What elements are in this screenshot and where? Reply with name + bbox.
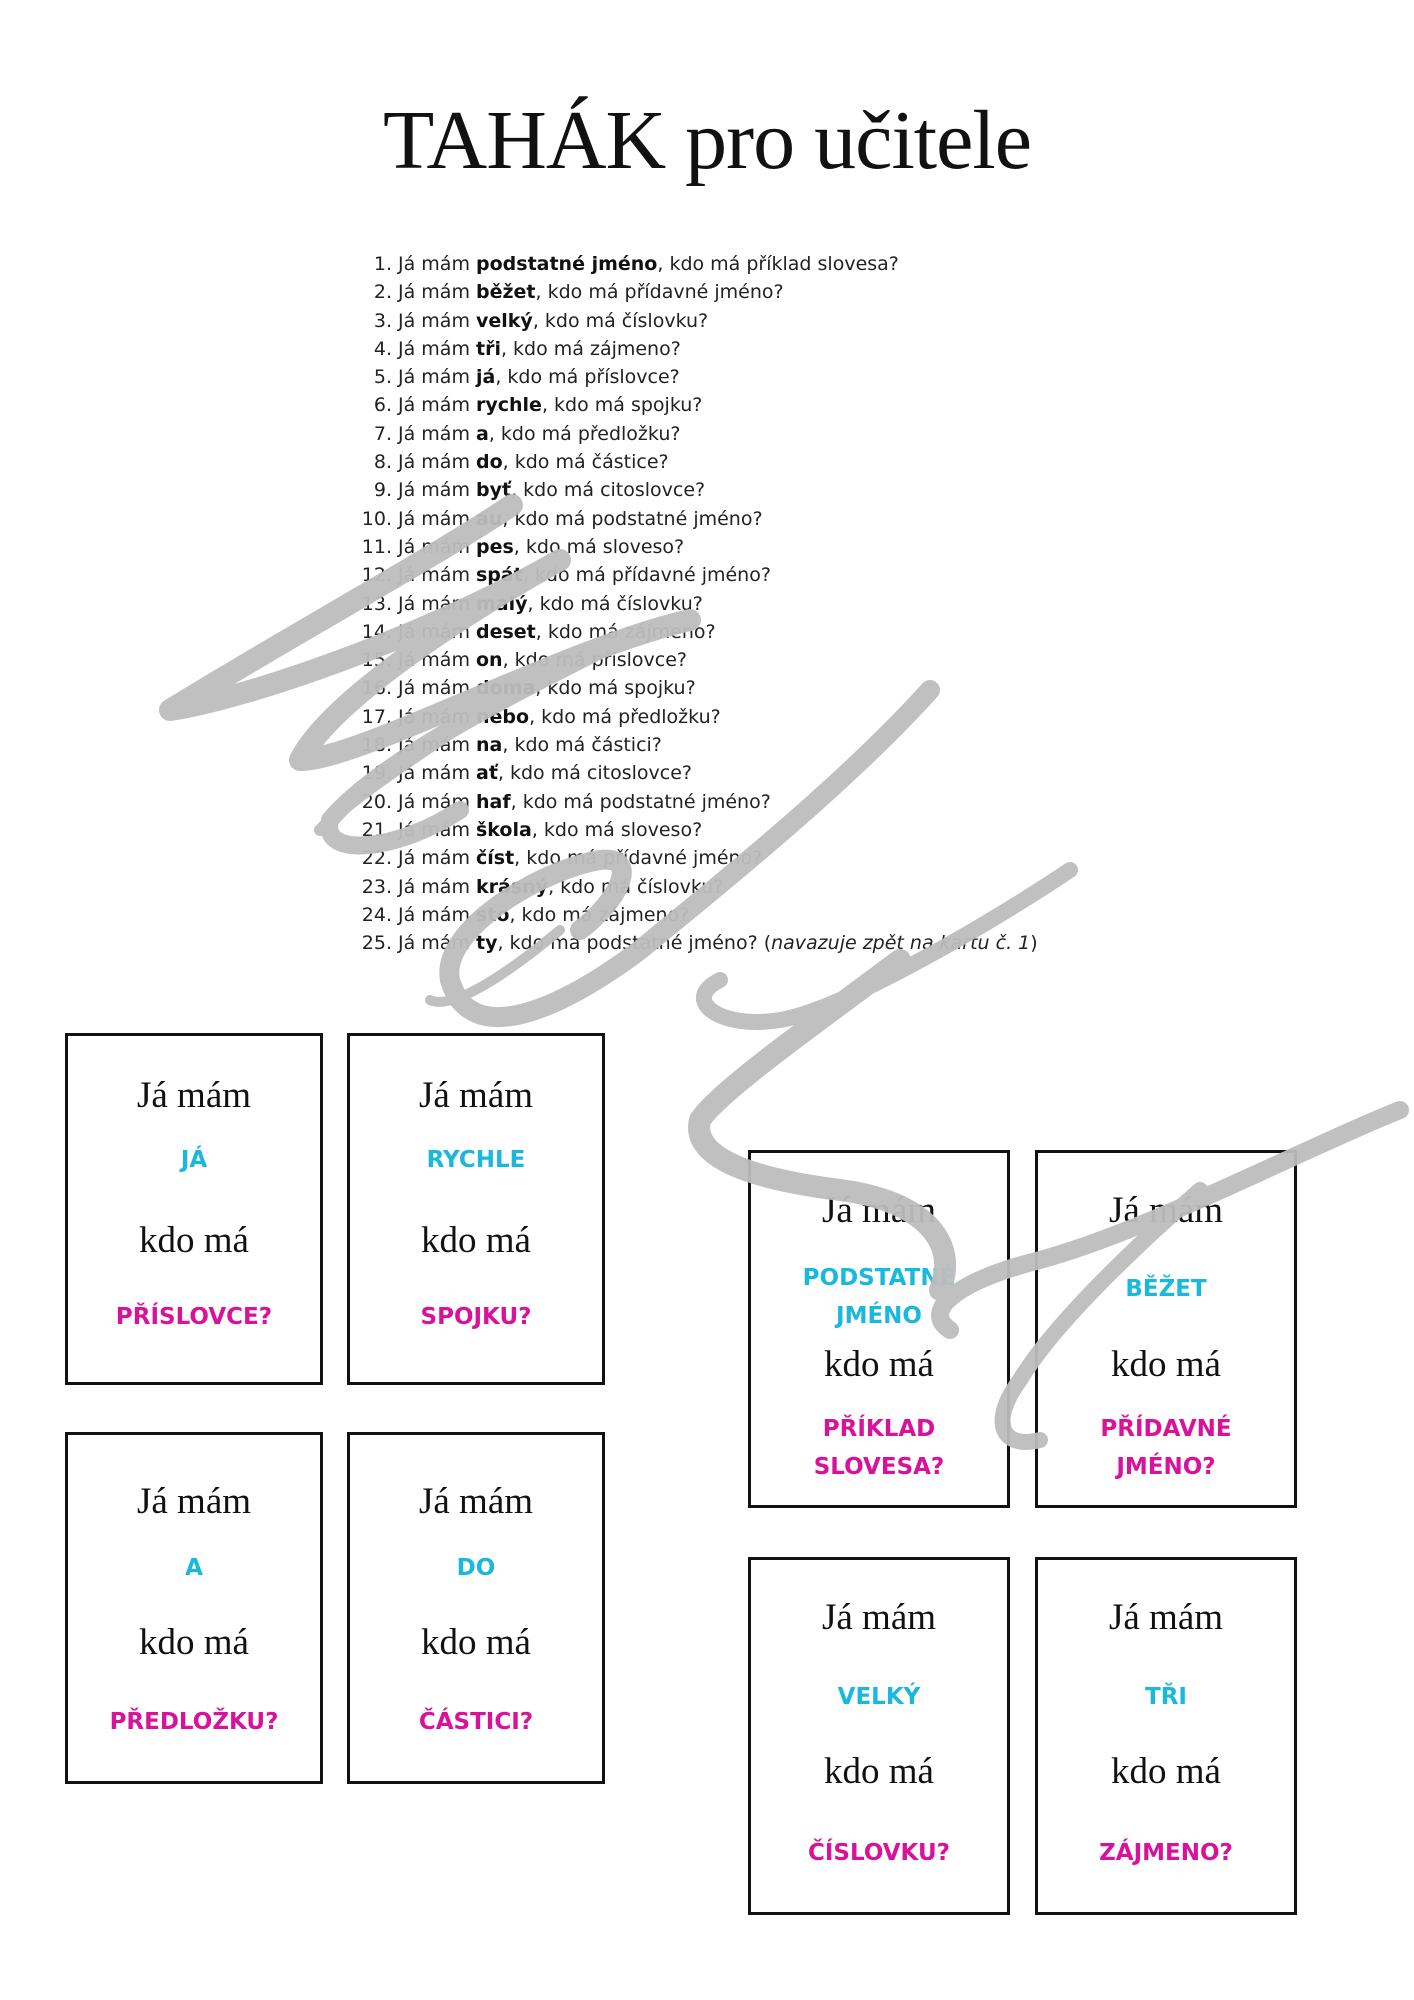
page-title: TAHÁK pro učitele <box>382 94 1032 187</box>
game-card: Já mám RYCHLE kdo má SPOJKU? <box>347 1033 605 1385</box>
game-card: Já mám VELKÝ kdo má ČÍSLOVKU? <box>748 1557 1010 1915</box>
list-item: 17. Já mám nebo, kdo má předložku? <box>361 705 721 728</box>
list-item: 22. Já mám číst, kdo má přídavné jméno? <box>361 847 763 870</box>
list-item: 24. Já mám sto, kdo má zájmeno? <box>361 903 690 926</box>
list-item: 14. Já mám deset, kdo má zájmeno? <box>361 620 716 643</box>
list-item: 6. Já mám rychle, kdo má spojku? <box>373 394 703 417</box>
list-item: 13. Já mám malý, kdo má číslovku? <box>361 592 703 615</box>
list-item: 19. Já mám ať, kdo má citoslovce? <box>361 762 692 785</box>
list-item: 8. Já mám do, kdo má částice? <box>373 451 669 474</box>
list-item: 16. Já mám doma, kdo má spojku? <box>361 677 696 700</box>
list-item: 23. Já mám krásný, kdo má číslovku? <box>361 875 724 898</box>
list-item: 3. Já mám velký, kdo má číslovku? <box>373 309 709 332</box>
cheat-sheet-list <box>352 250 1038 957</box>
list-item: 9. Já mám byť, kdo má citoslovce? <box>373 479 706 502</box>
list-item: 15. Já mám on, kdo má příslovce? <box>361 649 688 672</box>
list-item: 21. Já mám škola, kdo má sloveso? <box>361 818 703 841</box>
list-item: 1. Já mám podstatné jméno, kdo má příklad slovesa? <box>373 253 899 275</box>
list-item: 10. Já mám au, kdo má podstatné jméno? <box>361 507 763 530</box>
list-item: 5. Já mám já, kdo má příslovce? <box>373 366 680 389</box>
game-card: Já mám PODSTATNÉ JMÉNO kdo má PŘÍKLAD SLOVESA? <box>748 1150 1010 1508</box>
list-item: 18. Já mám na, kdo má částici? <box>361 734 662 757</box>
game-card: Já mám DO kdo má ČÁSTICI? <box>347 1432 605 1784</box>
list-item: 11. Já mám pes, kdo má sloveso? <box>361 535 685 558</box>
list-item: 2. Já mám běžet, kdo má přídavné jméno? <box>373 281 784 304</box>
game-card: Já mám A kdo má PŘEDLOŽKU? <box>65 1432 323 1784</box>
list-item: 20. Já mám haf, kdo má podstatné jméno? <box>361 790 771 813</box>
list-item: 25. Já mám ty, kdo má podstatné jméno? (navazuje zpět na kartu č. 1) <box>361 932 1038 955</box>
game-card: Já mám TŘI kdo má ZÁJMENO? <box>1035 1557 1297 1915</box>
game-card: Já mám BĚŽET kdo má PŘÍDAVNÉ JMÉNO? <box>1035 1150 1297 1508</box>
list-item: 12. Já mám spát, kdo má přídavné jméno? <box>361 564 771 587</box>
list-item: 4. Já mám tři, kdo má zájmeno? <box>373 337 681 360</box>
game-card: Já mám JÁ kdo má PŘÍSLOVCE? <box>65 1033 323 1385</box>
list-item: 7. Já mám a, kdo má předložku? <box>373 422 681 445</box>
